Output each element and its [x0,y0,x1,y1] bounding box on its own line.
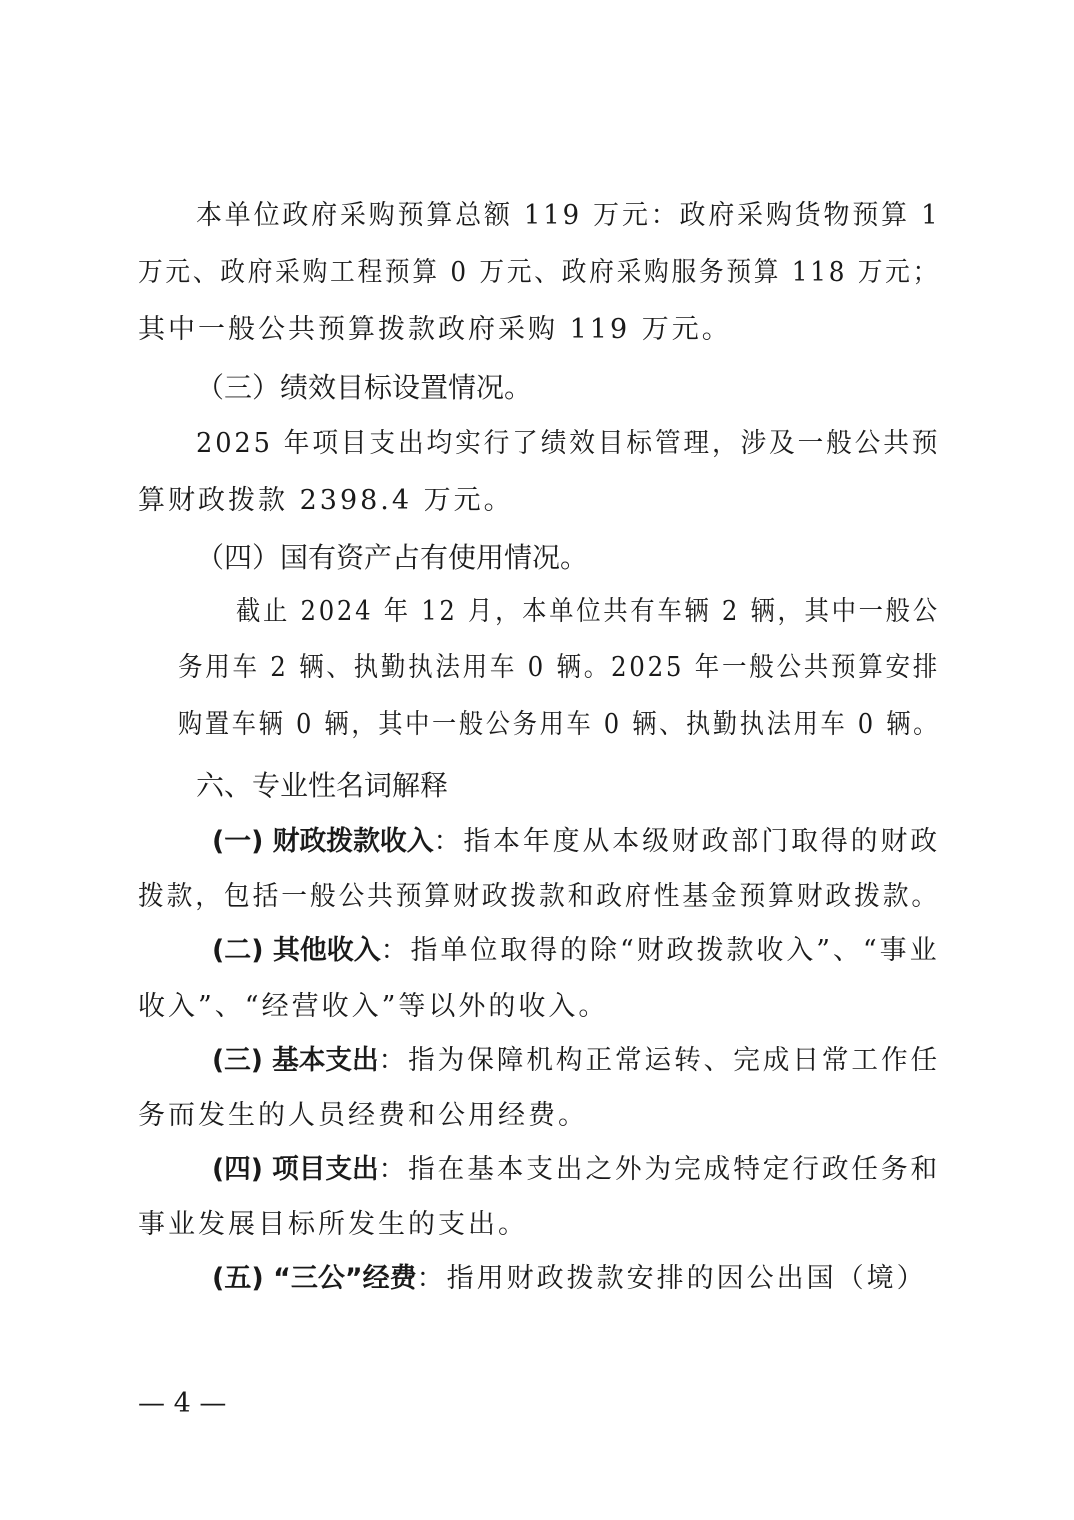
term-3-line-2: 务而发生的人员经费和公用经费。 [138,1100,588,1131]
section-3-heading: （三）绩效目标设置情况。 [196,371,533,404]
term-2-line-1 [212,931,940,971]
procurement-line-1: 本单位政府采购预算总额 119 万元：政府采购货物预算 1 [196,200,941,231]
term-4-line-1 [212,1150,940,1190]
term-2-desc-1: ：指单位取得的除“财政拨款收入”、“事业 [380,935,940,966]
term-1-line-2: 拨款，包括一般公共预算财政拨款和政府性基金预算财政拨款。 [138,881,940,912]
term-5-line-1 [212,1259,927,1299]
procurement-line-2: 万元、政府采购工程预算 0 万元、政府采购服务预算 118 万元； [138,257,941,288]
term-5-title: (五) “三公”经费 [212,1263,417,1294]
term-1-desc-1: ：指本年度从本级财政部门取得的财政 [433,826,941,857]
term-1-title: (一) 财政拨款收入 [212,826,434,857]
procurement-line-3: 其中一般公共预算拨款政府采购 119 万元。 [138,314,732,345]
page-number: — 4 — [138,1388,227,1419]
section-6-heading: 六、专业性名词解释 [196,769,449,802]
term-2-line-2: 收入”、“经营收入”等以外的收入。 [138,991,609,1022]
performance-line-1: 2025 年项目支出均实行了绩效目标管理，涉及一般公共预 [196,428,941,459]
term-3-desc-1: ：指为保障机构正常运转、完成日常工作任 [378,1045,941,1076]
term-3-line-1 [212,1041,940,1081]
assets-line-2: 务用车 2 辆、执勤执法用车 0 辆。2025 年一般公共预算安排 [178,652,940,683]
term-4-title: (四) 项目支出 [212,1154,379,1185]
term-3-title: (三) 基本支出 [212,1045,379,1076]
assets-line-3: 购置车辆 0 辆，其中一般公务用车 0 辆、执勤执法用车 0 辆。 [178,709,941,740]
section-4-heading: （四）国有资产占有使用情况。 [196,541,589,574]
term-2-title: (二) 其他收入 [212,935,381,966]
performance-line-2: 算财政拨款 2398.4 万元。 [138,485,514,516]
term-1-line-1 [212,822,940,862]
term-4-line-2: 事业发展目标所发生的支出。 [138,1209,528,1240]
assets-line-1: 截止 2024 年 12 月，本单位共有车辆 2 辆，其中一般公 [236,596,940,627]
term-5-desc-1: ：指用财政拨款安排的因公出国（境） [416,1263,927,1294]
term-4-desc-1: ：指在基本支出之外为完成特定行政任务和 [378,1154,941,1185]
